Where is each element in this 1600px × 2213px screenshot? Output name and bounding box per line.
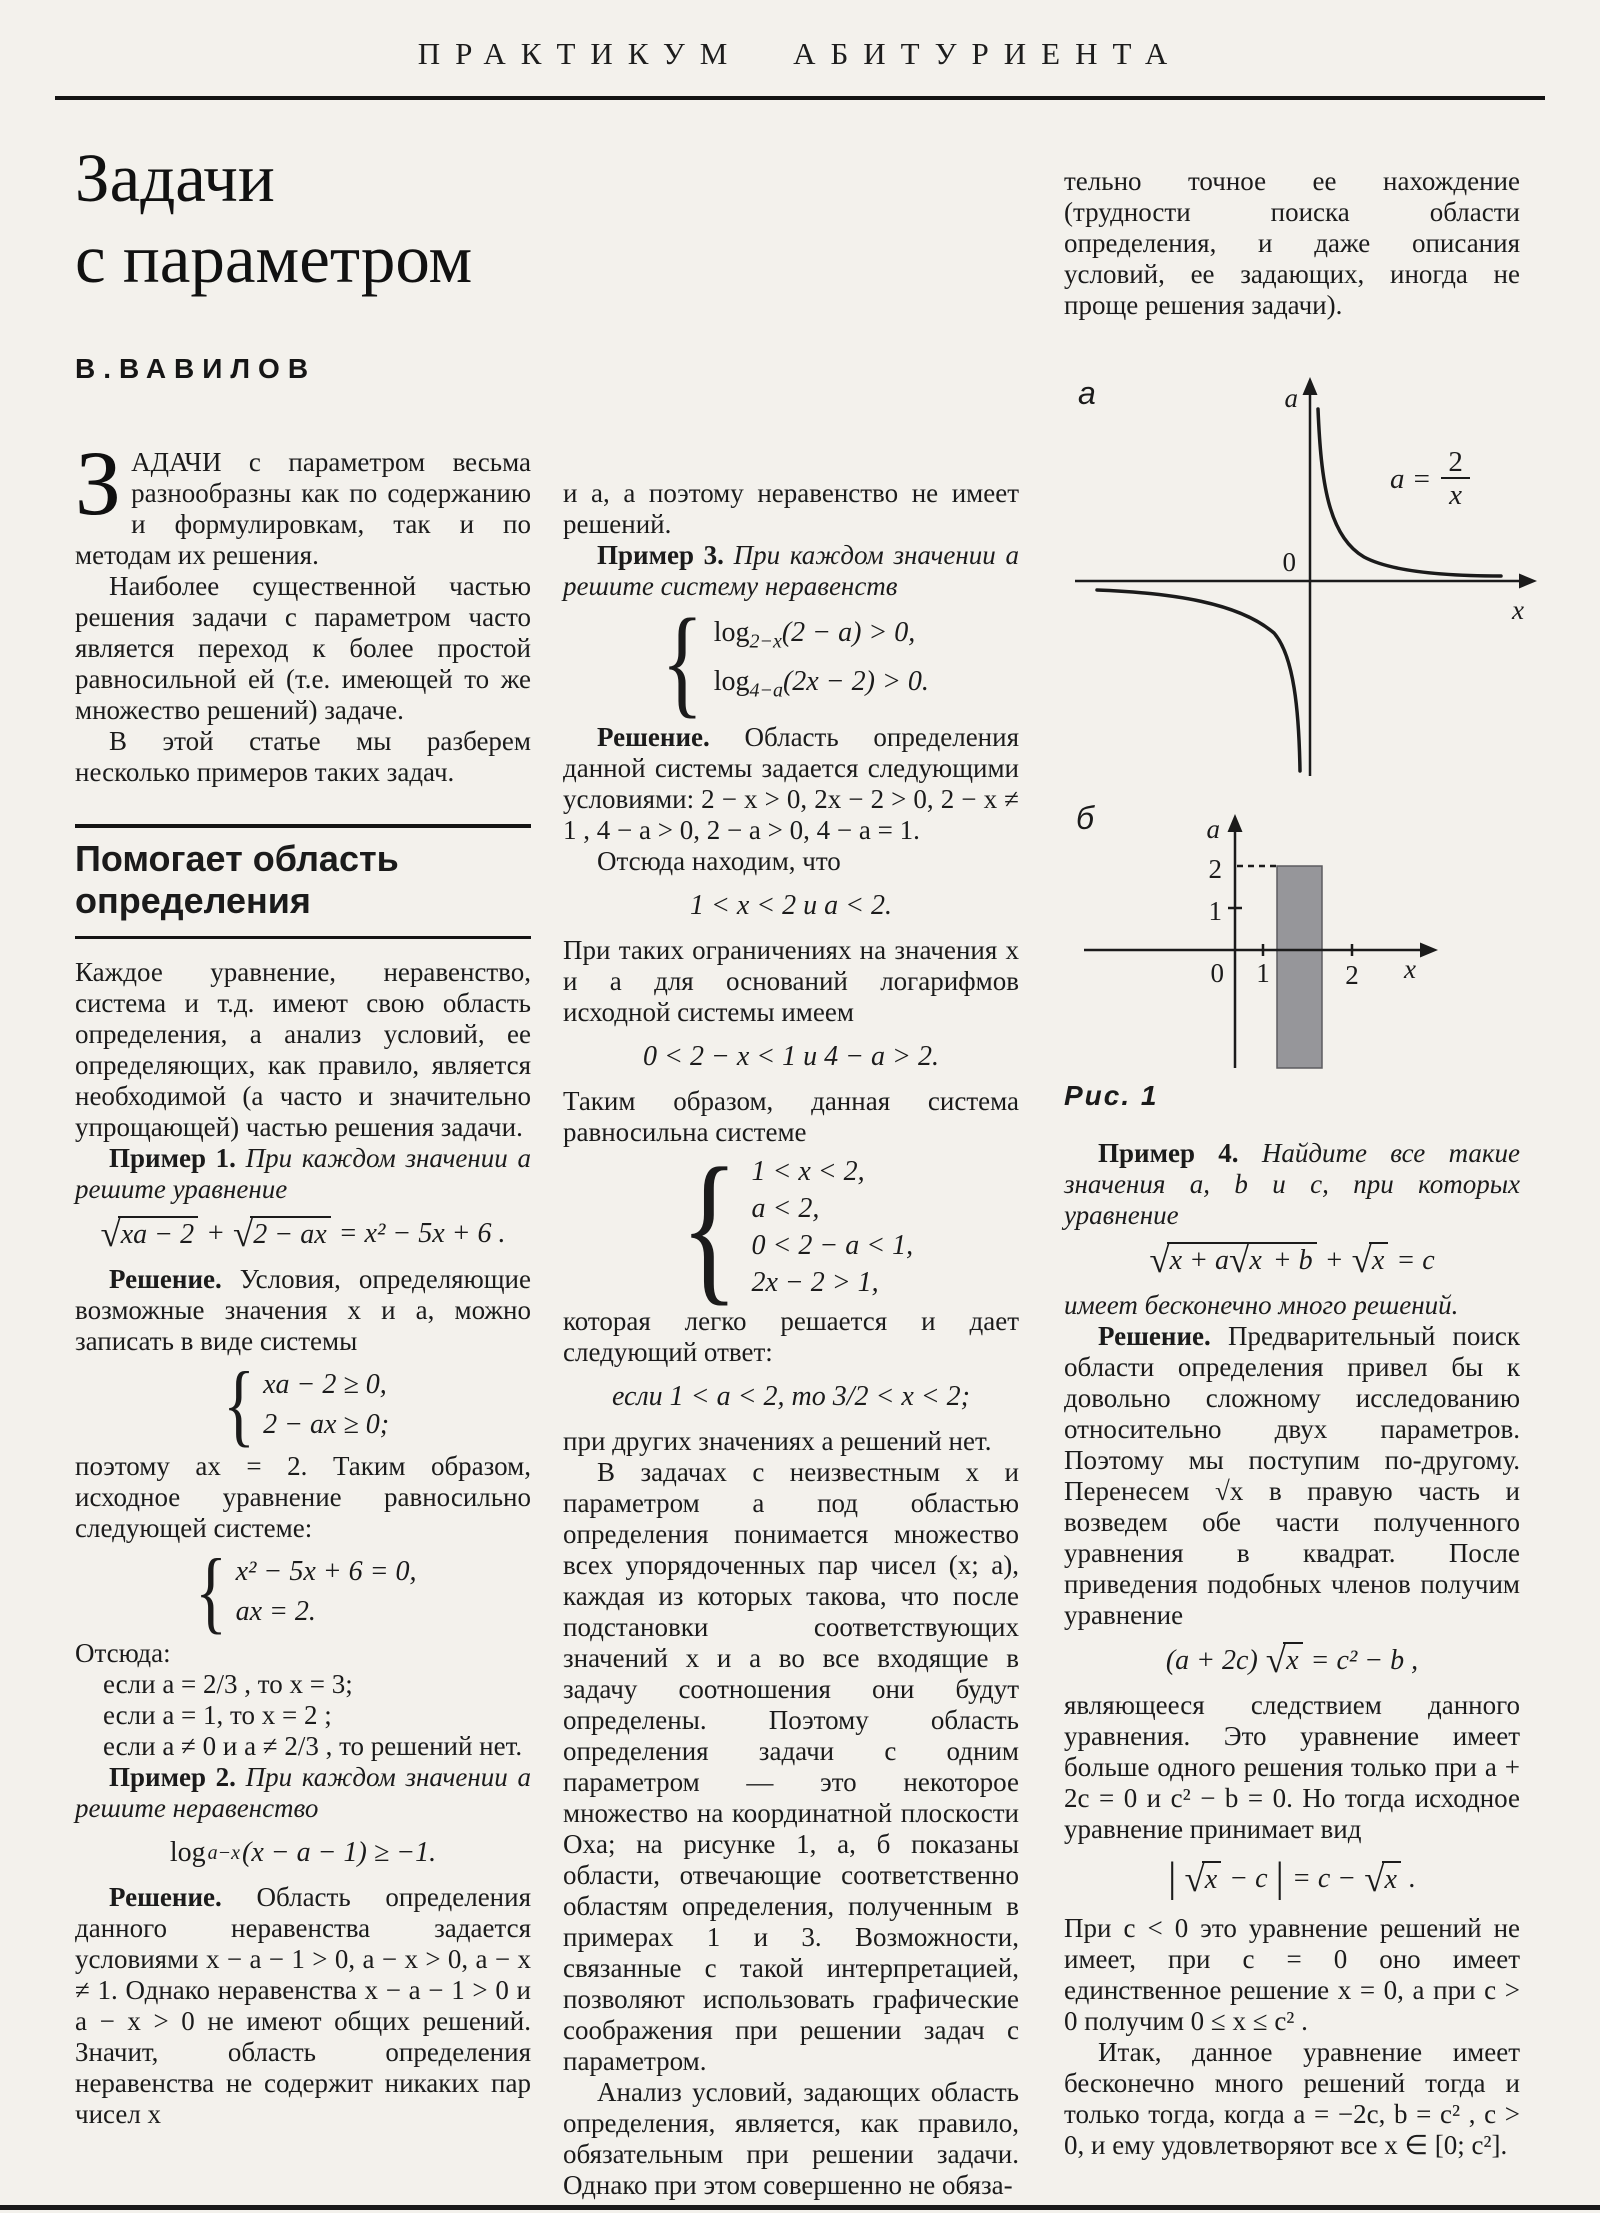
radical-sign: √ bbox=[1149, 1240, 1170, 1281]
formula-rhs: = c bbox=[1396, 1244, 1435, 1276]
numerator: 2 bbox=[1448, 446, 1463, 478]
case-line: если a = 2/3 , то x = 3; bbox=[103, 1669, 353, 1700]
paragraph: которая легко решается и дает следующий ответ: bbox=[563, 1306, 1019, 1368]
system-row bbox=[714, 617, 916, 658]
example-label: Пример 4. bbox=[1098, 1138, 1239, 1168]
paragraph: Таким образом, данная система равносильна системе bbox=[563, 1085, 1019, 1147]
solution-1 bbox=[75, 1264, 531, 1357]
sqrt-expression bbox=[1184, 1858, 1221, 1900]
radical-sign: √ bbox=[1184, 1858, 1205, 1900]
figure-1a-plot bbox=[1064, 371, 1544, 786]
sqrt-expression bbox=[1149, 1240, 1316, 1281]
example-label: Пример 1. bbox=[109, 1142, 236, 1173]
system-row bbox=[714, 666, 929, 707]
paragraph: и a, а поэтому неравенство не имеет решений. bbox=[563, 478, 1019, 539]
figure-1b bbox=[1064, 786, 1520, 1070]
x-axis-arrow bbox=[1420, 943, 1438, 958]
article-author: В.ВАВИЛОВ bbox=[75, 353, 317, 385]
paragraph: При c < 0 это уравнение решений не имеет, при c = 0 оно имеет единственное решение x = 0, а при c > 0 получим 0 ≤ x ≤ c² . bbox=[1064, 1913, 1520, 2036]
radical-sign: √ bbox=[1351, 1240, 1372, 1281]
log-base: 2−x bbox=[749, 630, 782, 653]
formula-text: 1 < x < 2 и a < 2. bbox=[689, 889, 893, 921]
a-axis-label: a bbox=[1206, 814, 1220, 844]
radicand: x bbox=[1246, 1242, 1265, 1276]
sqrt-expression bbox=[1265, 1640, 1303, 1681]
example-4-continuation: имеет бесконечно много решений. bbox=[1064, 1290, 1459, 1320]
paragraph: Итак, данное уравнение имеет бесконечно много решений тогда и только тогда, когда a = −2c, b = c² , c > 0, и ему удовлетворяют все x ∈ [0; c²]. bbox=[1064, 2037, 1520, 2160]
formula-result-2 bbox=[563, 1041, 1019, 1073]
example-text: При каждом значении a решите систему неравенств bbox=[563, 540, 1019, 601]
solution-text: Условия, определяющие возможные значения x и a, можно записать в виде системы bbox=[75, 1263, 531, 1356]
system-rows bbox=[714, 617, 929, 707]
solution-text: Область определения данного неравенства задается условиями x − a − 1 > 0, a − x > 0, a − x ≠ 1. Однако неравенства x − a − 1 > 0 и a − x > 0 не имеют общих решений. Значит, область определения неравенства не содержит никаких пар чисел x bbox=[75, 1882, 531, 2130]
log-function: log bbox=[169, 1837, 206, 1869]
sqrt-expression bbox=[100, 1213, 198, 1255]
x-axis-arrow bbox=[1519, 574, 1537, 589]
domain-strip bbox=[1277, 866, 1322, 1068]
paragraph: являющееся следствием данного уравнения. Это уравнение имеет больше одного решения только при a + 2c = 0 и c² − b = 0. Но тогда исходное уравнение принимает вид bbox=[1064, 1690, 1520, 1844]
example-label: Пример 3. bbox=[597, 540, 724, 570]
row-rest: (2 − a) > 0, bbox=[781, 616, 916, 648]
example-text: При каждом значении a решите неравенство bbox=[75, 1762, 531, 1824]
title-line-2: с параметром bbox=[75, 220, 473, 297]
figure-caption: Рис. 1 bbox=[1064, 1080, 1159, 1111]
system-row: 1 < x < 2, bbox=[751, 1156, 865, 1188]
system-row: x² − 5x + 6 = 0, bbox=[235, 1555, 417, 1587]
equation-lhs: a = bbox=[1390, 463, 1432, 496]
solution-text: Область определения данной системы задается следующими условиями: 2 − x > 0, 2x − 2 > 0, 2 − x ≠ 1 , 4 − a > 0, 2 − a > 0, 4 − a = 1. bbox=[563, 721, 1019, 845]
paragraph: Анализ условий, задающих область определения, является, как правило, обязательным при решении задачи. Однако при этом совершенно не обяза- bbox=[563, 2077, 1019, 2201]
formula-example-4 bbox=[1064, 1240, 1520, 1281]
origin-label: 0 bbox=[1282, 547, 1296, 577]
radical-sign: √ bbox=[1229, 1240, 1250, 1281]
abs-bar: | bbox=[1275, 1855, 1284, 1901]
formula-rhs: = c² − b , bbox=[1310, 1644, 1419, 1676]
paragraph: поэтому ax = 2. Таким образом, исходное уравнение равносильно следующей системе: bbox=[75, 1451, 531, 1544]
solution-2 bbox=[75, 1882, 531, 2130]
radicand: x bbox=[1202, 1861, 1221, 1895]
page-bottom-rule bbox=[0, 2205, 1600, 2210]
system-row: xa − 2 ≥ 0, bbox=[263, 1368, 387, 1400]
solution-4 bbox=[1064, 1321, 1520, 1631]
formula-rest: (x − a − 1) ≥ −1. bbox=[242, 1837, 437, 1869]
hyperbola-left-branch bbox=[1097, 590, 1300, 771]
x-tick-label-1: 1 bbox=[1256, 958, 1270, 988]
paragraph: Отсюда находим, что bbox=[597, 845, 841, 876]
formula-rhs: = x² − 5x + 6 . bbox=[338, 1218, 506, 1250]
a-axis-arrow bbox=[1303, 377, 1318, 395]
system-brace: { bbox=[195, 1540, 228, 1643]
solution-label: Решение. bbox=[1098, 1321, 1211, 1351]
formula-rhs: = c − bbox=[1291, 1863, 1357, 1894]
column-2 bbox=[563, 478, 1019, 2201]
example-4-statement bbox=[1064, 1138, 1520, 1231]
sqrt-expression bbox=[232, 1213, 331, 1255]
formula-example-1 bbox=[75, 1213, 531, 1255]
formula-mid: − c bbox=[1229, 1863, 1268, 1894]
panel-label-a: а bbox=[1078, 375, 1096, 411]
log-base: a−x bbox=[207, 1841, 240, 1864]
formula-text: 0 < 2 − x < 1 и 4 − a > 2. bbox=[643, 1040, 939, 1072]
example-2-statement bbox=[75, 1762, 531, 1824]
example-3-statement bbox=[563, 540, 1019, 602]
system-brace: { bbox=[661, 594, 704, 729]
operator: + bbox=[1324, 1244, 1344, 1276]
a-tick-label-1: 1 bbox=[1208, 896, 1222, 926]
system-brace: { bbox=[223, 1352, 255, 1455]
a-axis-label: a bbox=[1284, 383, 1298, 413]
solution-label: Решение. bbox=[109, 1882, 222, 1913]
x-axis-label: x bbox=[1404, 954, 1416, 984]
system-rows bbox=[263, 1369, 389, 1440]
radicand: 2 − ax bbox=[250, 1216, 330, 1250]
answer-line bbox=[563, 1381, 1019, 1413]
column-1 bbox=[75, 138, 531, 2130]
paragraph: при других значениях a решений нет. bbox=[563, 1426, 992, 1457]
origin-label: 0 bbox=[1210, 958, 1224, 988]
radical-sign: √ bbox=[1364, 1858, 1385, 1900]
paragraph: В задачах с неизвестным x и параметром a под областью определения понимается множество всех упорядоченных пар чисел (x; a), каждая из которых такова, что после подстановки соответствующих значений x и a во все входящие в задачу соотношения они будут определены. Поэтому область определения задачи с одним параметром — это некоторое множество на координатной плоскости Oxa; на рисунке 1, а, б показаны области, отвечающие соответственно областям определения, полученным в примерах 1 и 3. Возможности, связанные с такой интерпретацией, позволяют использовать графические соображения при решении задач с параметром. bbox=[563, 1457, 1019, 2077]
x-axis-label: x bbox=[1512, 595, 1524, 625]
system-2 bbox=[75, 1540, 531, 1643]
column-3 bbox=[1064, 166, 1524, 2161]
masthead-rule bbox=[55, 96, 1545, 100]
sqrt-expression bbox=[1351, 1240, 1389, 1281]
example-label: Пример 2. bbox=[109, 1762, 236, 1793]
system-row: ax = 2. bbox=[235, 1595, 316, 1627]
system-3 bbox=[563, 594, 1019, 729]
radicand-part: + b bbox=[1265, 1245, 1313, 1276]
example-text: Найдите все такие значения a, b и c, при которых уравнение bbox=[1064, 1138, 1521, 1230]
operator: + bbox=[206, 1218, 225, 1250]
a-tick-label-2: 2 bbox=[1208, 854, 1222, 884]
log-function: log bbox=[713, 666, 750, 698]
x-tick-label-2: 2 bbox=[1345, 960, 1359, 990]
figure-1b-plot bbox=[1064, 786, 1544, 1070]
radicand: x bbox=[1382, 1861, 1401, 1895]
paragraph-text: АДАЧИ с параметром весьма разнообразны как по содержанию и формулировкам, так и по методам их решения. bbox=[75, 447, 531, 571]
system-4 bbox=[563, 1133, 1019, 1320]
system-rows bbox=[751, 1156, 913, 1298]
system-1 bbox=[75, 1352, 531, 1455]
formula-example-2 bbox=[75, 1837, 531, 1869]
panel-label-b: б bbox=[1076, 800, 1094, 836]
sqrt-expression bbox=[1364, 1858, 1401, 1900]
paragraph: В этой статье мы разберем несколько примеров таких задач. bbox=[75, 726, 531, 788]
solution-text: Предварительный поиск области определения привел бы к довольно сложному исследованию относительно двух параметров. Поэтому мы поступим по-другому. Перенесем √x в правую часть и возведем обе части полученного уравнения в квадрат. После приведения подобных членов получим уравнение bbox=[1064, 1321, 1520, 1630]
abs-bar: | bbox=[1168, 1855, 1177, 1901]
solution-3 bbox=[563, 722, 1019, 846]
radicand: x bbox=[1283, 1642, 1302, 1676]
answer-text: если 1 < a < 2, то 3/2 < x < 2; bbox=[611, 1381, 971, 1413]
paragraph: Наиболее существенной частью решения задачи с параметром часто является переход к более простой равносильной ей (т.е. имеющей то же множество решений) задаче. bbox=[75, 571, 531, 726]
system-row: a < 2, bbox=[751, 1193, 820, 1225]
system-rows bbox=[236, 1556, 417, 1627]
formula-abs bbox=[1064, 1855, 1520, 1901]
log-function: log bbox=[713, 616, 750, 648]
formula-consequence bbox=[1064, 1640, 1520, 1681]
denominator: x bbox=[1441, 477, 1470, 512]
a-axis-arrow bbox=[1228, 814, 1243, 832]
radical-sign: √ bbox=[1265, 1640, 1287, 1681]
radicand: x bbox=[1369, 1242, 1388, 1276]
nested-sqrt bbox=[1229, 1240, 1266, 1281]
paragraph: При таких ограничениях на значения x и a для оснований логарифмов исходной системы имеем bbox=[563, 934, 1019, 1027]
paragraph: Отсюда: bbox=[75, 1638, 171, 1669]
solution-label: Решение. bbox=[597, 721, 710, 752]
fraction bbox=[1441, 447, 1470, 513]
radical-sign: √ bbox=[232, 1213, 254, 1255]
radicand-part: x + a bbox=[1169, 1245, 1229, 1276]
intro-paragraph bbox=[75, 432, 531, 571]
title-line-1: Задачи bbox=[75, 140, 275, 216]
article-title bbox=[75, 138, 531, 299]
example-text: При каждом значении a решите уравнение bbox=[75, 1142, 531, 1204]
paragraph: тельно точное ее нахождение (трудности поиска области определения, и даже описания условий, ее задающих, иногда не проще решения задачи). bbox=[1064, 166, 1520, 320]
paragraph: Каждое уравнение, неравенство, система и т.д. имеют свою область определения, а анализ условий, ее определяющих, как правило, является необходимой (а часто и значительно упрощающей) частью решения задачи. bbox=[75, 956, 531, 1142]
system-row: 0 < 2 − a < 1, bbox=[751, 1230, 914, 1262]
radicand bbox=[1167, 1240, 1317, 1281]
section-heading: Помогает область определения bbox=[75, 838, 399, 922]
solution-label: Решение. bbox=[109, 1263, 222, 1294]
formula-pre: (a + 2c) bbox=[1165, 1644, 1258, 1676]
radical-sign: √ bbox=[100, 1213, 121, 1255]
formula-result-1 bbox=[563, 890, 1019, 922]
section-heading-block bbox=[75, 824, 531, 939]
drop-cap: З bbox=[75, 432, 122, 535]
masthead: ПРАКТИКУМ АБИТУРИЕНТА bbox=[417, 36, 1183, 71]
row-rest: (2x − 2) > 0. bbox=[782, 666, 929, 698]
system-row: 2x − 2 > 1, bbox=[751, 1267, 879, 1299]
system-row: 2 − ax ≥ 0; bbox=[263, 1408, 390, 1440]
figure-1a bbox=[1064, 371, 1524, 786]
formula-end: . bbox=[1408, 1863, 1416, 1894]
system-brace: { bbox=[680, 1133, 739, 1320]
case-line: если a = 1, то x = 2 ; bbox=[103, 1700, 332, 1731]
log-base: 4−a bbox=[749, 679, 783, 702]
radicand: xa − 2 bbox=[118, 1216, 198, 1250]
example-1-statement bbox=[75, 1143, 531, 1205]
case-line: если a ≠ 0 и a ≠ 2/3 , то решений нет. bbox=[103, 1731, 523, 1762]
curve-equation bbox=[1390, 447, 1470, 513]
